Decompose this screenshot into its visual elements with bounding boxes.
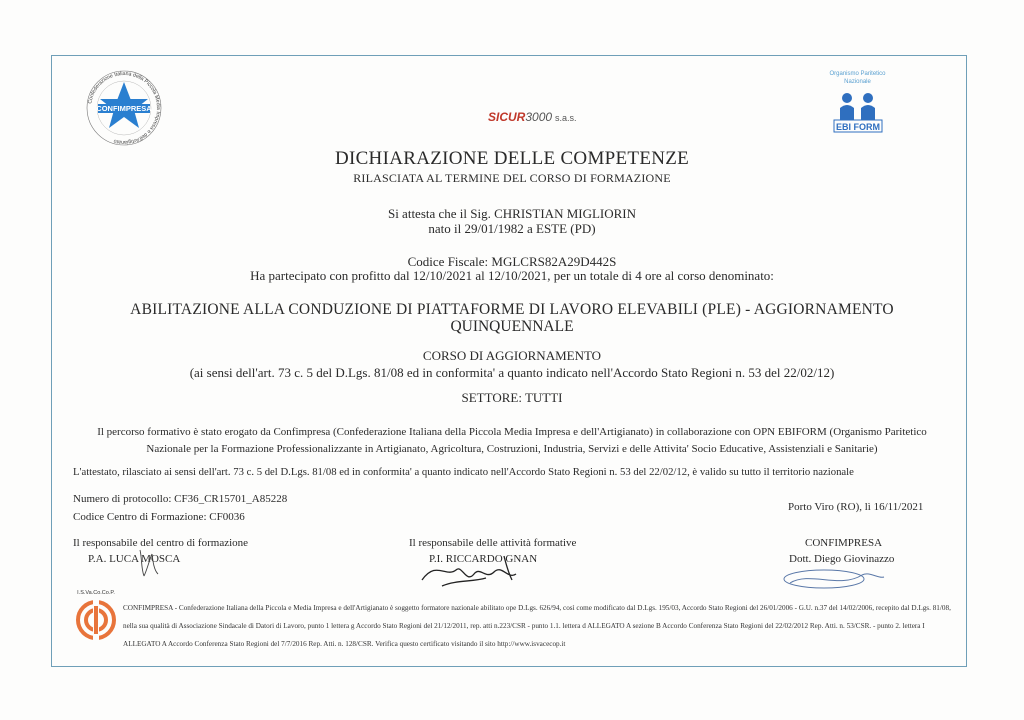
document-subtitle: RILASCIATA AL TERMINE DEL CORSO DI FORMAZIONE: [353, 171, 671, 185]
course-title-line2: QUINQUENNALE: [450, 318, 574, 335]
participation-line: Ha partecipato con profitto dal 12/10/2021 al 12/10/2021, per un totale di 4 ore al corso denominato:: [250, 268, 774, 283]
isvacocop-logo-text: I.S.Va.Co.Co.P.: [77, 590, 115, 596]
course-title-line1: ABILITAZIONE ALLA CONDUZIONE DI PIATTAFORME DI LAVORO ELEVABILI (PLE) - AGGIORNAMENTO: [130, 301, 894, 318]
right-handwritten-signature: [780, 565, 890, 595]
protocol-number: Numero di protocollo: CF36_CR15701_A85228: [73, 493, 288, 505]
signature-right-name: Dott. Diego Giovinazzo: [789, 553, 895, 565]
body-paragraph-1-line2: Nazionale per la Formazione Professionalizzante in Artigianato, Agricoltura, Costruzioni, Industria, Servizi e delle Attivita' Socio Educative, Assistenziali e Sanitarie): [146, 443, 878, 455]
document-title: DICHIARAZIONE DELLE COMPETENZE: [334, 148, 690, 169]
signature-middle-role: Il responsabile delle attività formative: [409, 537, 577, 549]
course-sector: SETTORE: TUTTI: [461, 390, 563, 405]
confimpresa-logo-text: CONFIMPRESA: [96, 104, 152, 114]
signature-left-name: P.A. LUCA MOSCA: [88, 553, 181, 565]
ebiform-logo: [820, 70, 895, 140]
left-handwritten-signature: [132, 548, 172, 580]
course-type: CORSO DI AGGIORNAMENTO: [422, 348, 602, 363]
ebiform-top-text: Organismo Paritetico Nazionale: [829, 71, 886, 85]
sicur-logo: SICUR3000 s.a.s.: [488, 110, 577, 124]
middle-handwritten-signature: [416, 550, 536, 590]
confimpresa-logo: [84, 68, 164, 148]
svg-text:Confederazione Italiana della: Confederazione Italiana della Piccola Media Impresa e dell'Artigianato: [87, 70, 162, 146]
footer-legal-note: CONFIMPRESA - Confederazione Italiana della Piccola e Media Impresa e dell'Artigianato è soggetto formatore nazionale abilitato ope D.Lgs. 626/94, così come modificato dal D.Lgs. 195/03, Accordo Stato Regioni del 26/01/2006 - G.U. n.37 del 14/02/2006, recepito dal D.Lgs. 81/08, nella sua qualità di Associazione Sindacale di Datori di Lavoro, punto 1 lettera g Accordo Stato Regioni del 21/12/2011, rep. atti n.223/CSR - punto 1.1. lettera d ALLEGATO A sezione B Accordo Conferenza Stato Regioni del 22/02/2012 Rep. Atti. n. 53/CSR. - punto 2. lettera I ALLEGATO A Accordo Conferenza Stato Regioni del 7/7/2016 Rep. Atti. n. 128/CSR. Verifica questo certificato visitando il sito http://www.isvacecop.it: [123, 604, 951, 648]
place-and-date: Porto Viro (RO), lì 16/11/2021: [788, 501, 924, 513]
course-legal-reference: (ai sensi dell'art. 73 c. 5 del D.Lgs. 81/08 ed in conformita' a quanto indicato nell'Accordo Stato Regioni n. 53 del 22/02/12): [189, 365, 835, 380]
body-paragraph-2: L'attestato, rilasciato ai sensi dell'art. 73 c. 5 del D.Lgs. 81/08 ed in conformita' a quanto indicato nell'Accordo Stato Regioni n. 53 del 22/02/12, è valido su tutto il territorio nazionale: [73, 466, 854, 478]
attestation-birth-line: nato il 29/01/1982 a ESTE (PD): [428, 221, 596, 236]
ebiform-logo-text: EBI FORM: [836, 122, 880, 132]
fiscal-code: Codice Fiscale: MGLCRS82A29D442S: [407, 254, 617, 269]
body-paragraph-1-line1: Il percorso formativo è stato erogato da Confimpresa (Confederazione Italiana della Piccola Media Impresa e dell'Artigianato) in collaborazione con OPN EBIFORM (Organismo Paritetico: [97, 426, 927, 438]
training-center-code: Codice Centro di Formazione: CF0036: [73, 511, 245, 523]
signature-left-role: Il responsabile del centro di formazione: [73, 537, 249, 549]
confimpresa-star-icon: [84, 68, 164, 148]
signature-middle-name: P.I. RICCARDO GNAN: [429, 553, 538, 565]
attestation-name-line: Si attesta che il Sig. CHRISTIAN MIGLIORIN: [387, 206, 637, 221]
signature-right-org: CONFIMPRESA: [805, 537, 883, 549]
ebiform-people-icon: [820, 70, 895, 140]
isvacocop-logo: [72, 590, 120, 646]
isvacocop-spiral-icon: [72, 596, 120, 642]
